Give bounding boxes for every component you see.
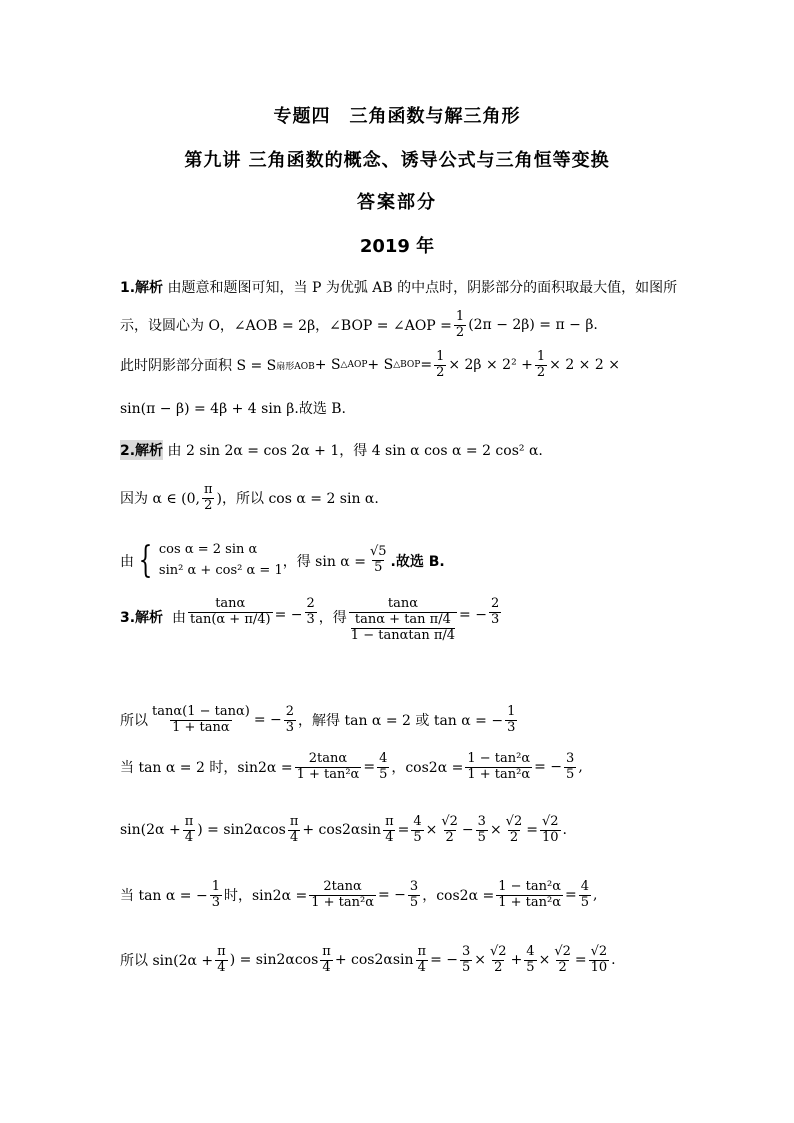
q1-text1: 由题意和题图可知，当 P 为优弧 AB 的中点时，阴影部分的面积取最大值，如图所 <box>167 280 678 296</box>
q1-text4: sin(π − β) = 4β + 4 sin β.故选 B. <box>120 401 347 417</box>
den: 4 <box>217 959 226 975</box>
fraction-sqrt5-5 <box>368 545 389 576</box>
fraction-1-3 <box>505 705 517 736</box>
inner-num: tanα + tan π/4 <box>354 611 451 627</box>
num: 1 <box>455 309 465 324</box>
den: 5 <box>580 894 589 910</box>
q3-line3: 当 tan α = 2 时，sin2α = $\frac{2\tan\alpha}{\text{1 + tan²α}}$ = $\frac{4}{5}$ ，cos2α = $\frac{\text{1 − tan²α}}{\text{1 + tan²α}}$ = − $\frac{3}{5}$ , <box>120 751 583 782</box>
q1-line4 <box>120 398 346 418</box>
q2-label: 2.解析 <box>120 440 163 460</box>
den: 10 <box>590 959 608 975</box>
den: 1 + tan²α <box>311 894 374 910</box>
den: 5 <box>409 894 419 910</box>
den: 4 <box>417 959 426 975</box>
den: 5 <box>566 766 575 782</box>
den: 10 <box>541 829 559 845</box>
q1-text3c: + S <box>367 357 394 374</box>
num: tanα(1 − tanα) <box>152 704 250 719</box>
num: π <box>289 814 299 829</box>
fraction-half <box>454 310 466 341</box>
fraction-pi-4 <box>183 815 196 846</box>
lecture-title: 第九讲 三角函数的概念、诱导公式与三角恒等变换 <box>184 150 610 171</box>
eq-neg: = − <box>253 712 282 729</box>
den: 1 + tanα <box>172 719 230 735</box>
den: 2 <box>445 829 454 845</box>
fraction-2-3 <box>284 705 296 736</box>
num: 2 <box>306 596 315 611</box>
den: 2 <box>509 829 519 845</box>
num: √2 <box>590 944 608 959</box>
q3-line4b: ) = sin2αcos <box>229 952 319 969</box>
sub-sector: 扇形AOB <box>276 361 315 372</box>
den: 4 <box>385 829 394 845</box>
q1-text3a: 此时阴影部分面积 S = S <box>120 358 277 375</box>
num: 1 <box>436 349 445 364</box>
fraction-pi-4 <box>320 945 333 976</box>
num: √2 <box>541 814 559 829</box>
num: π <box>385 814 394 829</box>
q3-you: 由 <box>171 610 186 626</box>
den: 5 <box>461 959 471 975</box>
den: 2 <box>558 959 567 975</box>
num: √2 <box>554 944 571 959</box>
q2-text1: 由 2 sin 2α = cos 2α + 1，得 4 sin α cos α = 2 cos² α. <box>167 443 543 459</box>
q3-line2b: ，解得 tan α = 2 或 tan α = − <box>298 713 504 730</box>
q3-line4a: sin(2α + <box>120 822 181 839</box>
q2-text2a: 因为 α ∈ (0, <box>120 491 200 508</box>
den: 2 <box>455 324 465 340</box>
num: tanα <box>387 596 418 611</box>
q3-line4b: ) = sin2αcos <box>197 822 286 839</box>
q3-line2a: 所以 <box>120 713 148 730</box>
den: 3 <box>306 611 315 627</box>
num: √5 <box>369 544 387 560</box>
fraction-cos2a <box>496 880 563 911</box>
num: 3 <box>566 751 575 766</box>
fraction-sin2a <box>309 880 376 911</box>
q2-line1 <box>120 440 543 460</box>
den: 2 <box>536 364 546 380</box>
fraction-3-5 <box>460 945 472 976</box>
q1-text3e: × 2β × 2² + <box>448 357 533 374</box>
num: √2 <box>441 814 458 829</box>
fraction-half <box>535 350 547 381</box>
num: π <box>417 944 427 959</box>
fraction-sqrt2-2 <box>488 945 509 976</box>
q3-line4c: + cos2αsin <box>302 822 382 839</box>
q3-line4c: + cos2αsin <box>334 952 414 969</box>
fraction-pi-4 <box>416 945 429 976</box>
q3-de: ，得 <box>318 610 347 626</box>
fraction-3-5 <box>476 815 488 846</box>
q1-text3d: = <box>420 357 433 374</box>
fraction-4-5 <box>579 880 591 911</box>
equation-system <box>159 540 283 582</box>
num: π <box>322 944 331 959</box>
num: 4 <box>379 751 388 766</box>
q1-text2b: (2π − 2β) = π − β. <box>468 317 598 334</box>
num: 1 <box>211 879 220 894</box>
q3-line5b: 时，sin2α = <box>224 888 308 905</box>
q1-line1 <box>120 277 677 297</box>
brace: { <box>138 539 153 581</box>
q2-text3b: ，得 sin α = <box>282 553 366 570</box>
q3-line3b: ，cos2α = <box>422 888 495 905</box>
fraction-tan-ratio <box>188 597 273 628</box>
num: 1 − tan²α <box>467 751 531 766</box>
den: 5 <box>477 829 486 845</box>
q3-line5: 当 tan α = − $\frac{1}{3}$ 时，sin2α = $\frac{2\tan\alpha}{\text{1 + tan²α}}$ = − $\frac{3}{5}$ ，cos2α = $\frac{\text{1 − tan²α}}{\text{1 + tan²α}}$ = $\frac{4}{5}$ , <box>120 879 598 910</box>
fraction-4-5 <box>524 945 536 976</box>
num: √2 <box>490 944 507 959</box>
num: 4 <box>580 879 589 894</box>
den: 5 <box>379 766 388 782</box>
fraction-cos2a <box>465 752 532 783</box>
den: 1 + tan²α <box>467 766 531 782</box>
fraction-compound <box>349 597 457 644</box>
den: 1 + tan²α <box>498 894 561 910</box>
num: 3 <box>409 879 419 894</box>
eq-neg: = − <box>274 607 303 623</box>
den: 2 <box>494 959 503 975</box>
fraction-sin2a <box>295 752 362 783</box>
fraction-4-5 <box>377 752 389 783</box>
q2-line3 <box>120 540 445 582</box>
fraction-sqrt2-2 <box>552 945 573 976</box>
fraction-4-5 <box>411 815 423 846</box>
fraction-half <box>434 350 446 381</box>
q3-line6a: 所以 sin(2α + <box>120 953 214 970</box>
inner-den: 1 − tanαtan π/4 <box>350 627 456 643</box>
num: 2 <box>490 596 500 611</box>
sys-eq2: sin² α + cos² α = 1 <box>158 562 283 578</box>
q1-text2a: 示，设圆心为 O，∠AOB = 2β，∠BOP = ∠AOP = <box>120 318 452 335</box>
den: 4 <box>289 829 299 845</box>
q3-line3a: 当 tan α = 2 时，sin2α = <box>120 760 293 777</box>
den: 5 <box>374 560 383 576</box>
fraction-3-5 <box>564 752 576 783</box>
den: 4 <box>184 829 194 845</box>
fraction-2-3 <box>305 597 317 628</box>
fraction-3-5 <box>408 880 420 911</box>
num: 3 <box>461 944 471 959</box>
fraction-1-3 <box>210 880 222 911</box>
fraction-pi-4 <box>288 815 301 846</box>
num: 2 <box>285 704 295 719</box>
q2-text3c: .故选 B. <box>390 553 445 570</box>
q3-line1 <box>120 597 503 644</box>
q2-text3a: 由 <box>120 553 134 570</box>
fraction-pi-2 <box>202 483 215 514</box>
sub-bop: △BOP <box>393 360 421 371</box>
eq-neg: = − <box>534 759 563 776</box>
den: 3 <box>490 611 500 627</box>
num: 2tanα <box>323 879 362 894</box>
q3-line5a: 当 tan α = − <box>120 888 208 905</box>
den: 3 <box>285 719 295 735</box>
num: 1 − tan²α <box>498 879 561 894</box>
den: tan(α + π/4) <box>189 611 271 627</box>
section-title: 答案部分 <box>357 192 437 213</box>
den: 5 <box>413 829 422 845</box>
num: 3 <box>477 814 486 829</box>
den: 5 <box>526 959 535 975</box>
den: 3 <box>507 719 516 735</box>
num: 1 <box>507 704 516 719</box>
fraction-sqrt2-10 <box>589 945 610 976</box>
sys-eq1: cos α = 2 sin α <box>158 542 258 557</box>
q3-line3b: ，cos2α = <box>391 760 464 777</box>
fraction-sqrt2-2 <box>439 815 460 846</box>
den: 1 + tan²α <box>296 766 360 782</box>
fraction-pi-4 <box>215 945 228 976</box>
den <box>349 612 457 644</box>
q1-text3b: + S <box>314 357 341 374</box>
den: 2 <box>436 364 445 380</box>
fraction-pi-4 <box>383 815 396 846</box>
num: π <box>217 944 226 959</box>
fraction-sqrt2-2 <box>504 815 525 846</box>
q1-line2 <box>120 310 598 341</box>
fraction-sqrt2-10 <box>540 815 561 846</box>
topic-title: 专题四 三角函数与解三角形 <box>273 106 521 127</box>
q1-label: 1.解析 <box>120 280 164 296</box>
q3-line2 <box>120 705 519 736</box>
num: √2 <box>505 814 523 829</box>
num: π <box>184 814 194 829</box>
q1-line3 <box>120 350 620 381</box>
den: 2 <box>204 497 213 513</box>
eq-neg: = − <box>378 887 406 904</box>
den: 4 <box>322 959 331 975</box>
year-heading: 2019 年 <box>359 236 435 257</box>
eq-neg: = − <box>430 952 458 969</box>
q2-text2b: )，所以 cos α = 2 sin α. <box>216 491 379 508</box>
q1-text3f: × 2 × 2 × <box>549 357 620 374</box>
num: 4 <box>413 814 422 829</box>
num: 4 <box>526 944 535 959</box>
sub-aop: △AOP <box>340 360 368 371</box>
num: tanα <box>215 596 246 611</box>
fraction-2-3 <box>489 597 501 628</box>
num: 1 <box>536 349 546 364</box>
den: 3 <box>211 894 220 910</box>
q3-label: 3.解析 <box>120 610 164 626</box>
q3-line4: sin(2α + $\frac{\pi}{4}$ ) = sin2αcos $\frac{\pi}{4}$ + cos2αsin $\frac{\pi}{4}$ = $\frac{4}{5}$ × $\frac{√2}{2}$ − $\frac{3}{5}$ × $\frac{√2}{2}$ = $\frac{√2}{10}$ . <box>120 814 567 845</box>
num: 2tanα <box>308 751 348 766</box>
q3-line6: 所以 sin(2α + $\frac{\pi}{4}$ ) = sin2αcos $\frac{\pi}{4}$ + cos2αsin $\frac{\pi}{4}$ = − $\frac{3}{5}$ × $\frac{√2}{2}$ + $\frac{4}{5}$ × $\frac{√2}{2}$ = $\frac{√2}{10}$ . <box>120 944 616 975</box>
eq-neg: = − <box>459 607 487 623</box>
q2-line2 <box>120 483 379 514</box>
fraction-tan-product <box>150 705 252 736</box>
num: π <box>204 482 213 497</box>
